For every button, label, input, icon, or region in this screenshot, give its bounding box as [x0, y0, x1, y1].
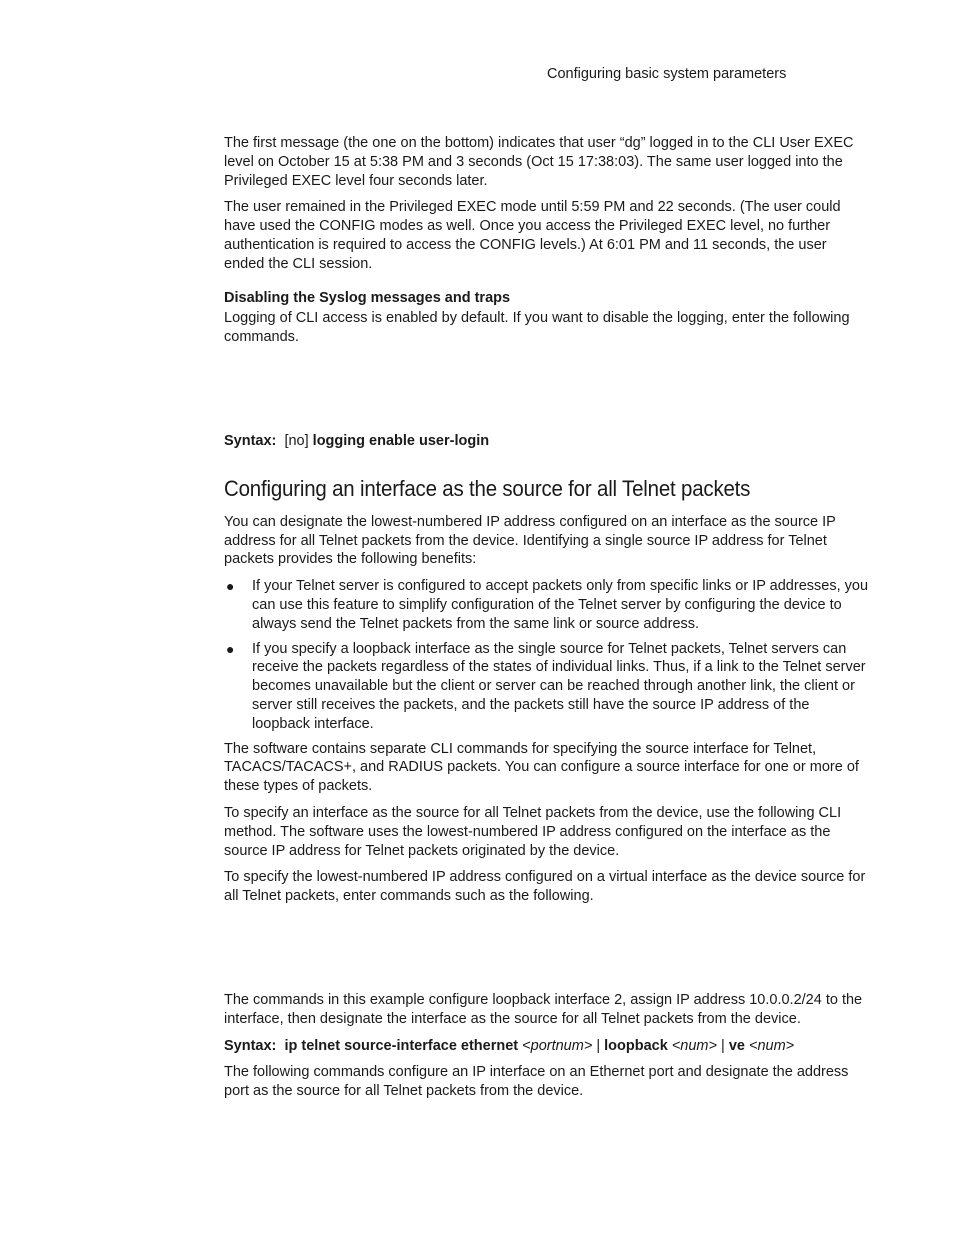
paragraph-cli-method: To specify an interface as the source for all Telnet packets from the device, use the following CLI method. The software uses the lowest-numbered IP address configured on the interface as the source IP address for Telnet packets originated by the device. [224, 804, 842, 859]
syntax-separator: | [596, 1037, 601, 1054]
syntax-command: logging enable user-login [312, 432, 490, 449]
syntax-label: Syntax: [224, 432, 277, 449]
paragraph-ethernet-example: The following commands configure an IP interface on an Ethernet port and designate the address port as the source for all Telnet packets from the device. [224, 1064, 849, 1100]
list-item-text: If you specify a loopback interface as the single source for Telnet packets, Telnet servers can receive the packets regardless of the states of individual links. Thus, if a link to the Telnet server becomes unavailable but the client or server can be reached through another link, the client or server still receives the packets, and the packets still have the source IP address of the loopback interface. [252, 640, 866, 732]
syntax-logging [224, 432, 869, 451]
syntax-command: ip telnet source-interface ethernet [284, 1037, 519, 1054]
syntax-label: Syntax: [224, 1037, 277, 1054]
syntax-arg-num: <num> [671, 1037, 717, 1054]
paragraph-separate-commands: The software contains separate CLI commands for specifying the source interface for Telnet, TACACS/TACACS+, and RADIUS packets. You can configure a source interface for one or more of these types of packets. [224, 740, 859, 795]
paragraph-loopback-example: The commands in this example configure loopback interface 2, assign IP address 10.0.0.2/24 to the interface, then designate the interface as the source for all Telnet packets from the device. [224, 991, 863, 1027]
benefits-list [224, 577, 869, 733]
paragraph-session-duration: The user remained in the Privileged EXEC mode until 5:59 PM and 22 seconds. (The user could have used the CONFIG modes as well. Once you access the Privileged EXEC level, no further authentication is required to access the CONFIG levels.) At 6:01 PM and 11 seconds, the user ended the CLI session. [224, 199, 841, 272]
paragraph-logging-default: Logging of CLI access is enabled by default. If you want to disable the logging, enter the following commands. [224, 310, 850, 346]
code-example-gap [224, 906, 869, 991]
bullet-icon: ● [226, 640, 235, 657]
running-header: Configuring basic system parameters [547, 66, 787, 82]
syntax-arg-portnum: <portnum> [522, 1037, 593, 1054]
section-heading-telnet-source: Configuring an interface as the source for all Telnet packets [224, 475, 751, 501]
paragraph-telnet-intro: You can designate the lowest-numbered IP address configured on an interface as the source IP address for all Telnet packets from the device. Identifying a single source IP address for Telnet packets provides the following benefits: [224, 513, 836, 568]
list-item-text: If your Telnet server is configured to accept packets only from specific links or IP addresses, you can use this feature to simplify configuration of the Telnet server by configuring the device to always send the Telnet packets from the same link or source address. [252, 578, 869, 632]
paragraph-virtual-interface: To specify the lowest-numbered IP address configured on a virtual interface as the device source for all Telnet packets, enter commands such as the following. [224, 869, 866, 905]
syntax-keyword-loopback: loopback [604, 1037, 668, 1054]
document-body [224, 134, 869, 1101]
bullet-icon: ● [226, 578, 235, 595]
syntax-optional-no: [no] [284, 432, 309, 449]
subheading-disable-syslog: Disabling the Syslog messages and traps [224, 289, 511, 306]
paragraph-login-message: The first message (the one on the bottom) indicates that user “dg” logged in to the CLI User EXEC level on October 15 at 5:38 PM and 3 seconds (Oct 15 17:38:03). The same user logged into the Privileged EXEC level four seconds later. [224, 135, 854, 189]
syntax-separator: | [721, 1037, 725, 1054]
list-item [224, 577, 869, 633]
list-item [224, 640, 869, 734]
syntax-keyword-ve: ve [728, 1037, 745, 1054]
syntax-telnet-source [224, 1037, 869, 1056]
syntax-arg-num: <num> [749, 1037, 795, 1054]
